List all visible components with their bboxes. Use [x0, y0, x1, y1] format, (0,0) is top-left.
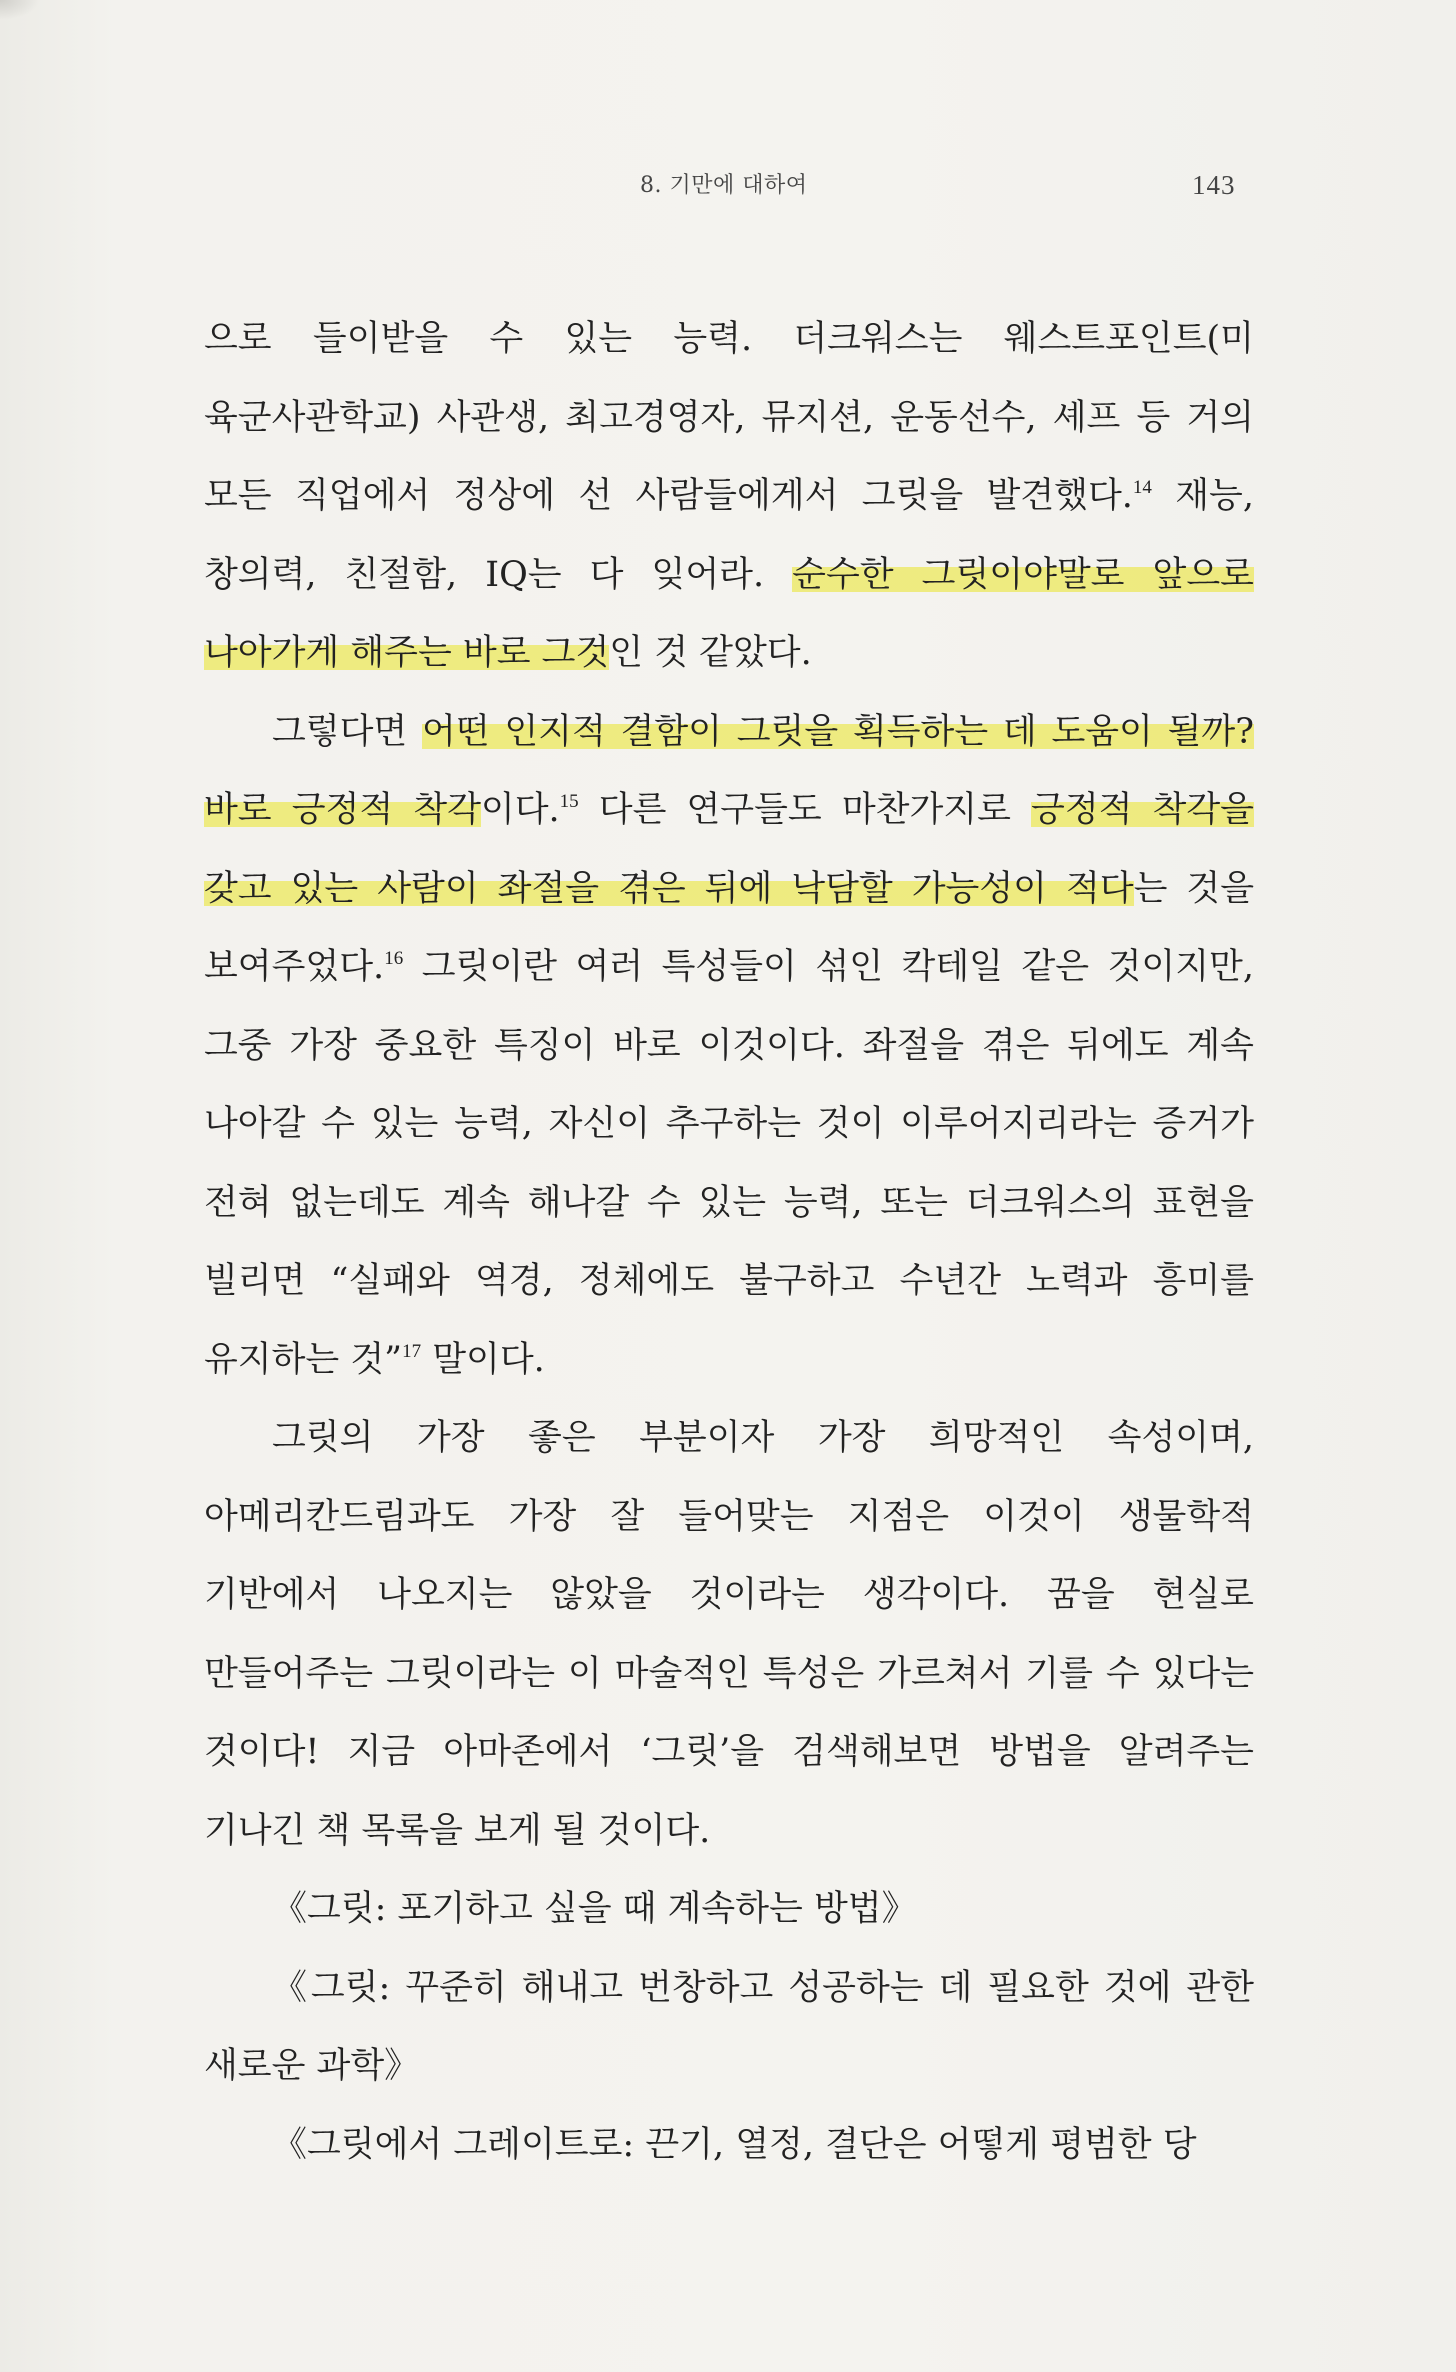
- page-number: 143: [1192, 170, 1236, 200]
- paragraph-1-text-2: 재능, 창의력, 친절함, IQ는 다 잊어라.: [204, 476, 1254, 595]
- footnote-marker-14: 14: [1132, 477, 1152, 498]
- paragraph-2-text-2: 이다.: [480, 790, 560, 830]
- book-title-2: 《그릿: 꾸준히 해내고 번창하고 성공하는 데 필요한 것에 관한 새로운 과학》: [204, 1967, 1254, 2086]
- paragraph-1-text-1: 으로 들이받을 수 있는 능력. 더크워스는 웨스트포인트(미 육군사관학교) 사관생, 최고경영자, 뮤지션, 운동선수, 셰프 등 거의 모든 직업에서 정상에 선 사람들에게서 그릿을 발견했다.: [204, 319, 1254, 516]
- paragraph-2-text-5: 그릿이란 여러 특성들이 섞인 칵테일 같은 것이지만, 그중 가장 중요한 특징이 바로 이것이다. 좌절을 겪은 뒤에도 계속 나아갈 수 있는 능력, 자신이 추구하는 것이 이루어지리라는 증거가 전혀 없는데도 계속 해나갈 수 있는 능력, 또는 더크워스의 표현을 빌리면 “실패와 역경, 정체에도 불구하고 수년간 노력과 흥미를 유지하는 것”: [204, 947, 1254, 1380]
- paragraph-3: 그릿의 가장 좋은 부분이자 가장 희망적인 속성이며, 아메리칸드림과도 가장 잘 들어맞는 지점은 이것이 생물학적 기반에서 나오지는 않았을 것이라는 생각이다. 꿈을 현실로 만들어주는 그릿이라는 이 마술적인 특성은 가르쳐서 기를 수 있다는 것이다! 지금 아마존에서 ‘그릿’을 검색해보면 방법을 알려주는 기나긴 책 목록을 보게 될 것이다.: [204, 1418, 1254, 1851]
- page-corner-shadow: [0, 0, 40, 20]
- body-text: [204, 300, 1254, 2184]
- paragraph-1-text-3: 인 것 같았다.: [609, 633, 812, 673]
- footnote-marker-16: 16: [384, 948, 404, 969]
- paragraph-2: [204, 693, 1254, 1400]
- paragraph-2-text-4: 는 것을 보여주었다.: [204, 868, 1255, 987]
- footnote-marker-17: 17: [402, 1340, 422, 1362]
- paragraph-2-text-3: 다른 연구들도 마찬가지로: [578, 790, 1032, 830]
- book-title-1: 《그릿: 포기하고 싶을 때 계속하는 방법》: [272, 1889, 917, 1929]
- footnote-marker-15: 15: [559, 791, 579, 812]
- paragraph-2-text-6: 말이다.: [421, 1339, 545, 1380]
- highlighted-passage-3: 긍정적 착각을 갖고 있는 사람이 좌절을 겪은 뒤에 낙담할 가능성이 적다: [204, 790, 1254, 909]
- paragraph-2-text-1: 그렇다면: [272, 711, 422, 752]
- running-head: 8. 기만에 대하여: [640, 173, 808, 198]
- book-title-3: 《그릿에서 그레이트로: 끈기, 열정, 결단은 어떻게 평범한 당: [272, 2124, 1197, 2165]
- highlighted-passage-1: 순수한 그릿이야말로 앞으로 나아가게 해주는 바로 그것: [204, 554, 1254, 673]
- paragraph-1: [204, 300, 1254, 693]
- highlighted-passage-2: 어떤 인지적 결함이 그릿을 획득하는 데 도움이 될까? 바로 긍정적 착각: [204, 711, 1255, 830]
- page-header: [0, 168, 1456, 208]
